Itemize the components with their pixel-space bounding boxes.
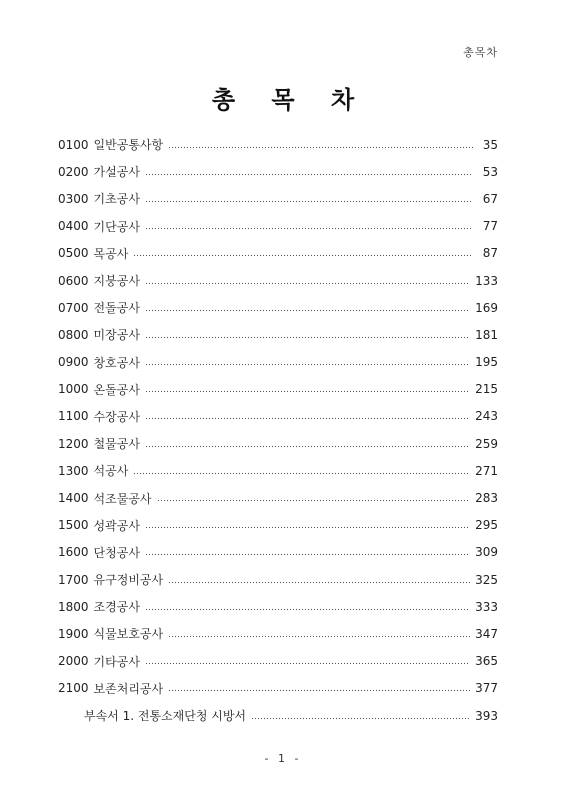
toc-entry[interactable] bbox=[58, 512, 498, 539]
toc-entry[interactable] bbox=[58, 131, 498, 158]
toc-appendix-entry[interactable] bbox=[58, 702, 498, 729]
toc-section-code: 0300 bbox=[58, 191, 89, 206]
toc-section-code: 1600 bbox=[58, 545, 89, 560]
toc-page-number: 87 bbox=[482, 246, 498, 261]
toc-section-code: 0200 bbox=[58, 164, 89, 179]
toc-entry[interactable] bbox=[58, 430, 498, 457]
toc-page-number: 53 bbox=[482, 164, 498, 179]
toc-section-code: 0600 bbox=[58, 273, 89, 288]
toc-dot-leader bbox=[145, 383, 470, 395]
toc-entry[interactable] bbox=[58, 593, 498, 620]
toc-page-number: 295 bbox=[475, 518, 498, 533]
table-of-contents bbox=[58, 131, 498, 729]
toc-section-label: 전돌공사 bbox=[93, 301, 140, 316]
toc-section-code: 1800 bbox=[58, 599, 89, 614]
toc-page-number: 309 bbox=[475, 545, 498, 560]
toc-dot-leader bbox=[168, 628, 470, 640]
toc-section-code: 0100 bbox=[58, 137, 89, 152]
toc-page-number: 181 bbox=[475, 327, 498, 342]
toc-section-code: 0900 bbox=[58, 355, 89, 370]
toc-page-number: 243 bbox=[475, 409, 498, 424]
toc-section-code: 2000 bbox=[58, 654, 89, 669]
toc-section-label: 미장공사 bbox=[93, 328, 140, 343]
toc-section-label: 기단공사 bbox=[93, 219, 140, 234]
toc-page-number: 35 bbox=[482, 137, 498, 152]
toc-section-label: 기초공사 bbox=[93, 192, 140, 207]
toc-dot-leader bbox=[251, 710, 470, 722]
toc-entry[interactable] bbox=[58, 185, 498, 212]
toc-page-number: 365 bbox=[475, 654, 498, 669]
toc-dot-leader bbox=[145, 193, 473, 205]
toc-dot-leader bbox=[157, 492, 471, 504]
toc-entry[interactable] bbox=[58, 539, 498, 566]
toc-dot-leader bbox=[145, 220, 473, 232]
toc-dot-leader bbox=[168, 139, 473, 151]
toc-entry[interactable] bbox=[58, 648, 498, 675]
toc-dot-leader bbox=[145, 410, 470, 422]
toc-appendix-label: 부속서 1. 전통소재단청 시방서 bbox=[84, 709, 246, 724]
toc-dot-leader bbox=[145, 438, 470, 450]
toc-section-label: 철물공사 bbox=[93, 437, 140, 452]
toc-entry[interactable] bbox=[58, 213, 498, 240]
toc-dot-leader bbox=[133, 465, 470, 477]
toc-entry[interactable] bbox=[58, 484, 498, 511]
toc-section-label: 가설공사 bbox=[93, 165, 140, 180]
toc-page-number: 215 bbox=[475, 382, 498, 397]
toc-section-code: 1100 bbox=[58, 409, 89, 424]
toc-section-code: 0800 bbox=[58, 327, 89, 342]
toc-dot-leader bbox=[145, 329, 470, 341]
toc-section-label: 지붕공사 bbox=[93, 274, 140, 289]
toc-page-number: 377 bbox=[475, 681, 498, 696]
toc-dot-leader bbox=[145, 655, 470, 667]
toc-entry[interactable] bbox=[58, 294, 498, 321]
toc-section-code: 0400 bbox=[58, 219, 89, 234]
toc-section-label: 단청공사 bbox=[93, 545, 140, 560]
toc-section-code: 0700 bbox=[58, 300, 89, 315]
toc-page-number: 169 bbox=[475, 300, 498, 315]
toc-section-label: 창호공사 bbox=[93, 355, 140, 370]
toc-dot-leader bbox=[133, 247, 473, 259]
toc-section-code: 0500 bbox=[58, 246, 89, 261]
toc-dot-leader bbox=[145, 166, 473, 178]
toc-section-label: 식물보호공사 bbox=[93, 627, 164, 642]
toc-dot-leader bbox=[145, 519, 470, 531]
toc-page-number: 325 bbox=[475, 572, 498, 587]
toc-section-code: 1500 bbox=[58, 518, 89, 533]
toc-section-code: 1000 bbox=[58, 382, 89, 397]
toc-section-label: 석조물공사 bbox=[93, 491, 152, 506]
toc-section-code: 1700 bbox=[58, 572, 89, 587]
page-number: - 1 - bbox=[264, 752, 302, 765]
toc-entry[interactable] bbox=[58, 457, 498, 484]
toc-section-code: 1200 bbox=[58, 436, 89, 451]
toc-section-code: 1300 bbox=[58, 463, 89, 478]
toc-section-label: 보존처리공사 bbox=[93, 681, 164, 696]
toc-section-label: 석공사 bbox=[93, 464, 129, 479]
toc-dot-leader bbox=[145, 275, 470, 287]
toc-section-label: 조경공사 bbox=[93, 600, 140, 615]
page-title: 총 목 차 bbox=[211, 86, 369, 114]
toc-page-number: 195 bbox=[475, 355, 498, 370]
toc-entry[interactable] bbox=[58, 620, 498, 647]
toc-section-label: 일반공통사항 bbox=[93, 138, 164, 153]
toc-page-number: 77 bbox=[482, 219, 498, 234]
toc-entry[interactable] bbox=[58, 675, 498, 702]
toc-page-number: 271 bbox=[475, 463, 498, 478]
toc-page-number: 67 bbox=[482, 191, 498, 206]
toc-entry[interactable] bbox=[58, 349, 498, 376]
toc-page-number: 133 bbox=[475, 273, 498, 288]
toc-entry[interactable] bbox=[58, 321, 498, 348]
toc-section-label: 성곽공사 bbox=[93, 518, 140, 533]
toc-appendix-page: 393 bbox=[475, 708, 498, 723]
toc-page-number: 259 bbox=[475, 436, 498, 451]
toc-section-label: 목공사 bbox=[93, 246, 129, 261]
toc-dot-leader bbox=[145, 601, 470, 613]
toc-section-code: 2100 bbox=[58, 681, 89, 696]
toc-dot-leader bbox=[145, 546, 470, 558]
toc-section-code: 1400 bbox=[58, 491, 89, 506]
toc-page-number: 347 bbox=[475, 626, 498, 641]
toc-entry[interactable] bbox=[58, 403, 498, 430]
toc-page-number: 333 bbox=[475, 599, 498, 614]
toc-section-label: 온돌공사 bbox=[93, 382, 140, 397]
toc-dot-leader bbox=[168, 574, 470, 586]
toc-section-label: 유구정비공사 bbox=[93, 573, 164, 588]
toc-entry[interactable] bbox=[58, 240, 498, 267]
toc-section-label: 수장공사 bbox=[93, 409, 140, 424]
toc-entry[interactable] bbox=[58, 376, 498, 403]
toc-entry[interactable] bbox=[58, 566, 498, 593]
toc-entry[interactable] bbox=[58, 267, 498, 294]
toc-dot-leader bbox=[168, 682, 470, 694]
toc-dot-leader bbox=[145, 302, 470, 314]
running-header: 총목차 bbox=[463, 46, 498, 59]
toc-page-number: 283 bbox=[475, 491, 498, 506]
toc-dot-leader bbox=[145, 356, 470, 368]
toc-section-code: 1900 bbox=[58, 626, 89, 641]
toc-section-label: 기타공사 bbox=[93, 654, 140, 669]
toc-entry[interactable] bbox=[58, 158, 498, 185]
